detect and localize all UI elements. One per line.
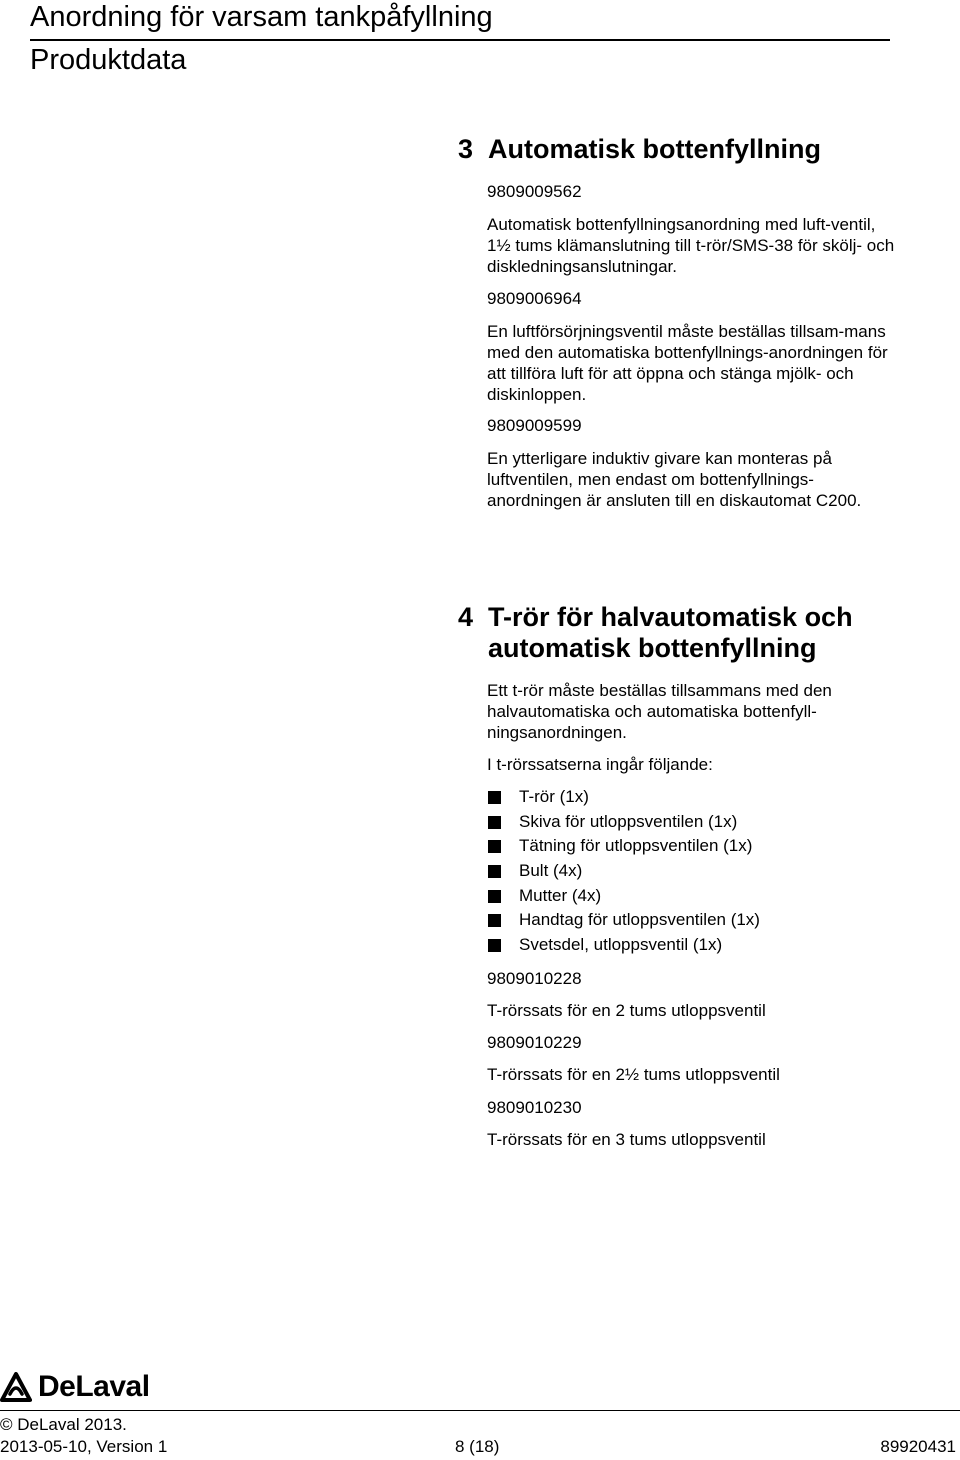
list-item	[487, 884, 897, 909]
section-4-intro: Ett t-rör måste beställas tillsammans med den halvautomatiska och automatiska bottenfyll-ningsanordningen.	[487, 681, 832, 742]
article-description: En luftförsörjningsventil måste beställas tillsam-mans med den automatiska bottenfyllnings-anordningen för att tillföra luft för att öppna och stänga mjölk- och diskinloppen.	[487, 322, 888, 404]
bullet-square-icon	[488, 939, 501, 952]
bullet-square-icon	[488, 865, 501, 878]
list-item	[487, 810, 897, 835]
document-number: 89920431	[880, 1437, 956, 1456]
list-item	[487, 908, 897, 933]
list-item-label: Tätning för utloppsventilen (1x)	[519, 836, 753, 856]
bullet-square-icon	[488, 890, 501, 903]
delaval-logo	[0, 1370, 150, 1404]
article-number: 9809009562	[487, 182, 582, 201]
list-item	[487, 859, 897, 884]
article-description: T-rörssats för en 2½ tums utloppsventil	[487, 1065, 780, 1084]
section-3-number: 3	[458, 134, 474, 164]
article-description: T-rörssats för en 2 tums utloppsventil	[487, 1001, 766, 1020]
bullet-square-icon	[488, 791, 501, 804]
list-item-label: Handtag för utloppsventilen (1x)	[519, 910, 760, 930]
list-item-label: Svetsdel, utloppsventil (1x)	[519, 935, 723, 955]
article-number: 9809010229	[487, 1033, 582, 1052]
section-4-title: T-rör för halvautomatisk och automatisk bottenfyllning	[488, 602, 853, 663]
article-description: En ytterligare induktiv givare kan monteras på luftventilen, men endast om bottenfyllnings-anordningen är ansluten till en diskautomat C200.	[487, 449, 862, 510]
article-number: 9809006964	[487, 289, 582, 308]
list-item-label: T-rör (1x)	[519, 787, 589, 806]
section-4-number: 4	[458, 602, 474, 632]
page-number: 8 (18)	[455, 1437, 500, 1456]
article-description: T-rörssats för en 3 tums utloppsventil	[487, 1130, 766, 1149]
list-intro: I t-rörssatserna ingår följande:	[487, 755, 713, 774]
list-item-label: Skiva för utloppsventilen (1x)	[519, 811, 738, 831]
contents-list	[487, 785, 897, 958]
bullet-square-icon	[488, 840, 501, 853]
document-subtitle: Produktdata	[30, 44, 187, 76]
header-divider	[30, 39, 890, 41]
footer-divider	[0, 1410, 960, 1411]
article-number: 9809009599	[487, 416, 582, 435]
list-item	[487, 834, 897, 859]
date-version: 2013-05-10, Version 1	[0, 1437, 168, 1456]
list-item	[487, 785, 897, 810]
list-item	[487, 933, 897, 958]
list-item-label: Bult (4x)	[519, 861, 583, 881]
copyright-text: © DeLaval 2013.	[0, 1415, 127, 1434]
bullet-square-icon	[488, 816, 501, 829]
article-number: 9809010228	[487, 969, 582, 988]
article-number: 9809010230	[487, 1098, 582, 1117]
article-description: Automatisk bottenfyllningsanordning med luft-ventil, 1½ tums klämanslutning till t-rör/SMS-38 för skölj- och diskledningsanslutningar.	[487, 215, 895, 276]
logo-wordmark: DeLaval	[38, 1370, 150, 1403]
delaval-symbol-icon	[0, 1372, 32, 1402]
list-item-label: Mutter (4x)	[519, 885, 602, 905]
bullet-square-icon	[488, 914, 501, 927]
document-title: Anordning för varsam tankpåfyllning	[30, 1, 493, 33]
section-3-title: Automatisk bottenfyllning	[488, 134, 821, 164]
